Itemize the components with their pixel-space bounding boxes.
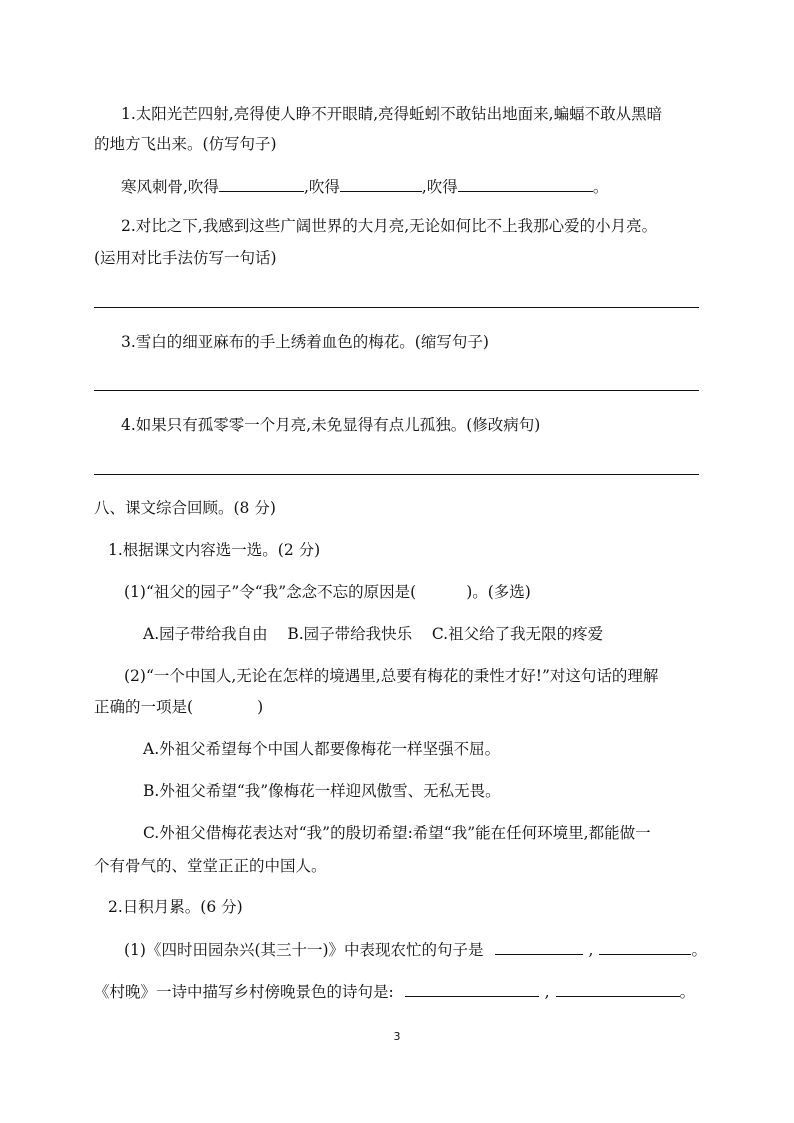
q8-1-2-option-c-line1: C.外祖父借梅花表达对“我”的殷切希望:希望“我”能在任何环境里,都能做一 — [143, 824, 651, 842]
fill-blank-poem-3[interactable] — [405, 980, 539, 997]
answer-end: 。 — [592, 178, 609, 196]
q7-item2-line1: 2.对比之下,我感到这些广阔世界的大月亮,无论如何比不上我那心爱的小月亮。 — [121, 217, 658, 235]
answer-comma-2: ,吹得 — [421, 178, 458, 196]
answer-line-item3[interactable] — [94, 390, 699, 391]
stem-text: 正确的一项是( — [94, 698, 194, 716]
q7-item3-line1: 3.雪白的细亚麻布的手上绣着血色的梅花。(缩写句子) — [121, 333, 489, 351]
fill-blank-poem-1[interactable] — [495, 938, 583, 955]
q7-item1-line1: 1.太阳光芒四射,亮得使人睁不开眼睛,亮得蚯蚓不敢钻出地面来,蝙蝠不敢从黑暗 — [121, 105, 663, 123]
q8-2-1-line — [124, 938, 707, 961]
stem-text: (1)“祖父的园子”令“我”念念不忘的原因是( — [124, 583, 417, 601]
fill-blank-poem-4[interactable] — [556, 980, 680, 997]
q8-1-2-option-a: A.外祖父希望每个中国人都要像梅花一样坚强不屈。 — [143, 740, 501, 758]
section-8-sub2-title: 2.日积月累。(6 分) — [108, 898, 243, 916]
fill-blank-2[interactable] — [340, 175, 422, 192]
q8-1-1-stem — [124, 581, 531, 603]
q7-item4-line1: 4.如果只有孤零零一个月亮,未免显得有点儿孤独。(修改病句) — [121, 416, 541, 434]
page-number: 3 — [393, 1030, 401, 1043]
end-mark: 。 — [691, 941, 707, 959]
q8-1-2-stem-line1: (2)“一个中国人,无论在怎样的境遇里,总要有梅花的秉性才好!”对这句话的理解 — [124, 667, 659, 685]
q8-2-2-line — [94, 980, 695, 1003]
q8-1-2-option-c-line2: 个有骨气的、堂堂正正的中国人。 — [94, 857, 327, 875]
q8-1-2-option-b: B.外祖父希望“我”像梅花一样迎风傲雪、无私无畏。 — [143, 782, 501, 800]
section-8-sub1-title: 1.根据课文内容选一选。(2 分) — [108, 541, 321, 559]
answer-comma-1: ,吹得 — [303, 178, 340, 196]
stem-text-end: )。(多选) — [466, 583, 531, 601]
answer-line-item2[interactable] — [94, 307, 699, 308]
separator: , — [588, 941, 594, 959]
answer-prefix: 寒风刺骨,吹得 — [121, 178, 219, 196]
q8-1-2-stem-line2 — [94, 696, 263, 718]
end-mark: 。 — [679, 983, 696, 1001]
fill-blank-3[interactable] — [458, 175, 593, 192]
poem-question: 《村晚》一诗中描写乡村傍晚景色的诗句是: — [94, 983, 394, 1001]
section-8-heading: 八、课文综合回顾。(8 分) — [94, 499, 276, 517]
q8-1-1-options: A.园子带给我自由 B.园子带给我快乐 C.祖父给了我无限的疼爱 — [143, 625, 604, 643]
poem-question: (1)《四时田园杂兴(其三十一)》中表现农忙的句子是 — [124, 941, 484, 959]
answer-line-item4[interactable] — [94, 474, 699, 475]
fill-blank-1[interactable] — [219, 175, 304, 192]
q7-item1-answer-line — [121, 175, 608, 198]
q7-item2-line2: (运用对比手法仿写一句话) — [94, 249, 277, 267]
stem-text-end: ) — [257, 698, 264, 716]
separator: , — [544, 983, 550, 1001]
q7-item1-line2: 的地方飞出来。(仿写句子) — [94, 135, 277, 153]
fill-blank-poem-2[interactable] — [599, 938, 691, 955]
